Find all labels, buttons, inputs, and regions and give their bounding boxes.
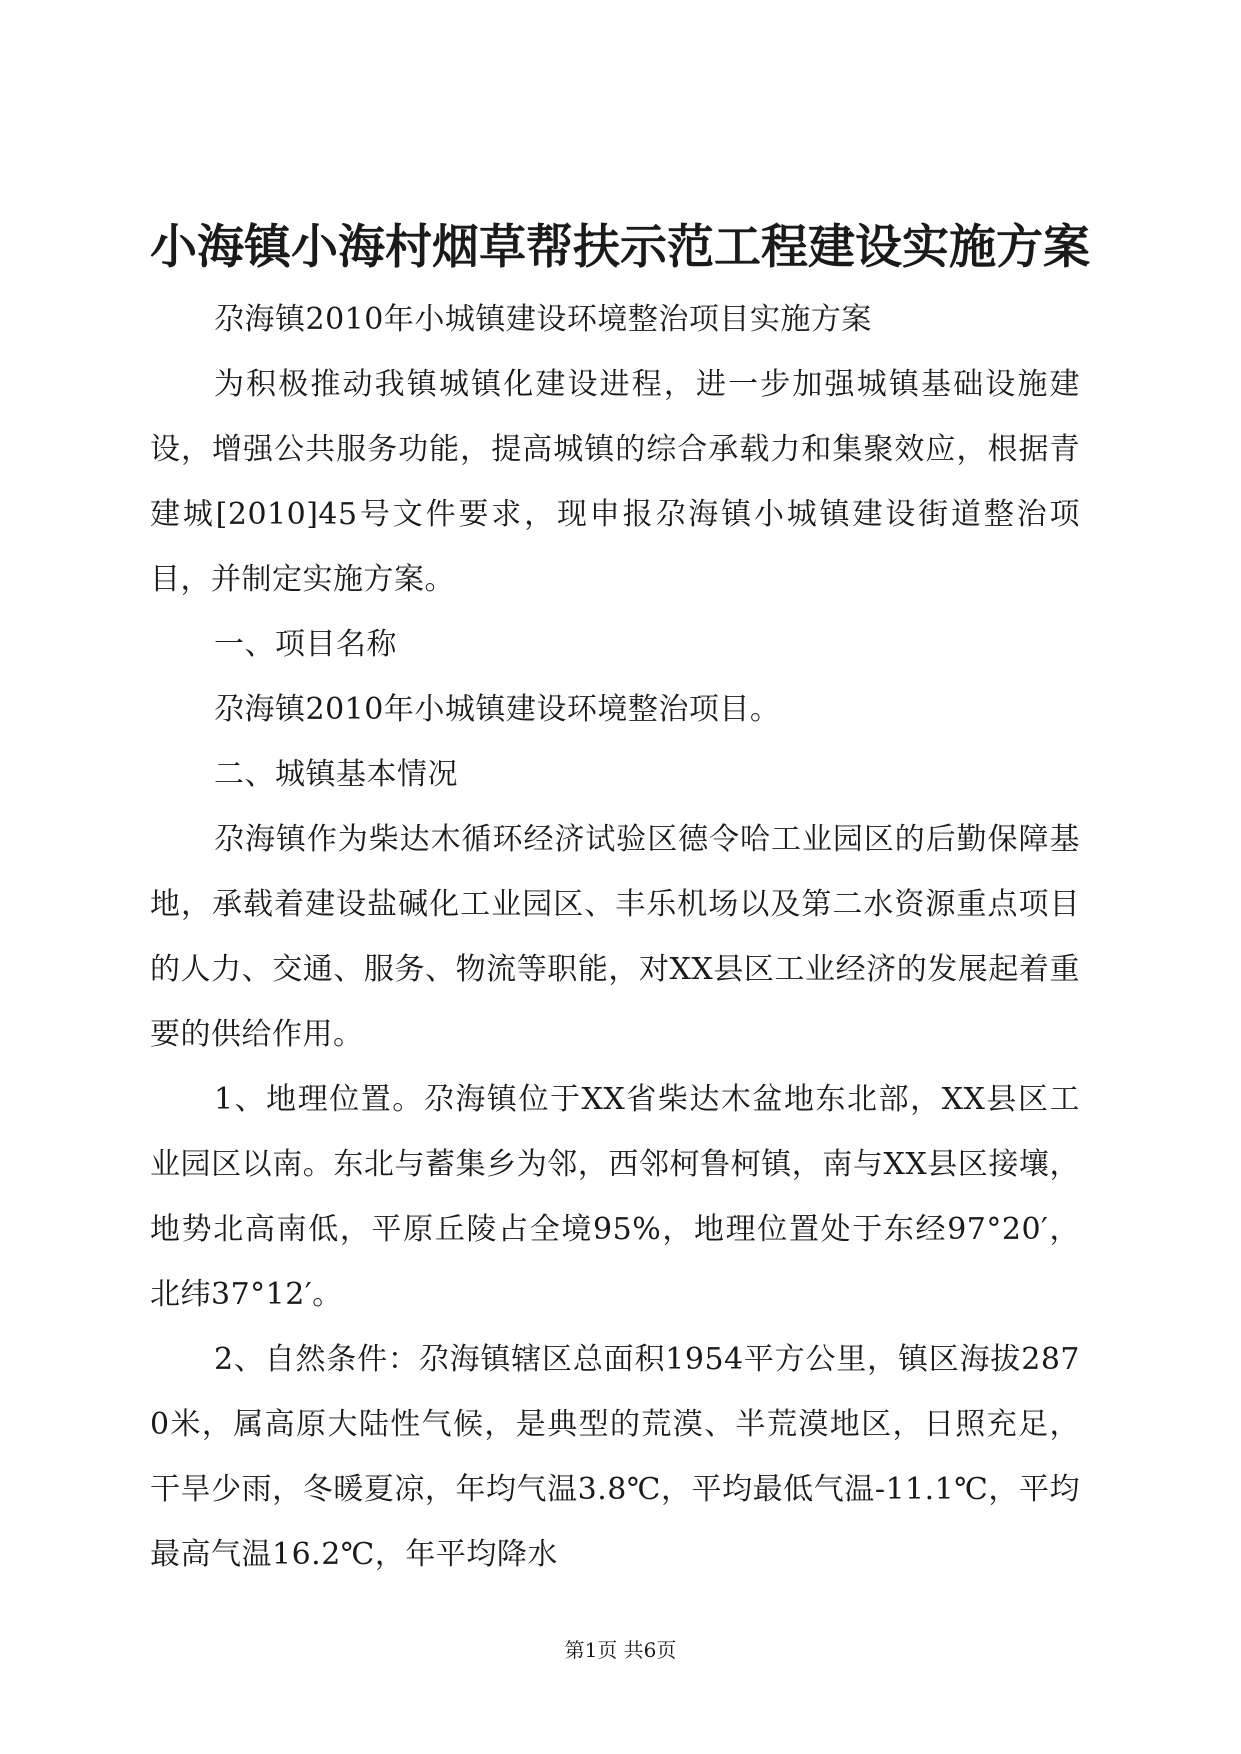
geography-paragraph: 1、地理位置。尕海镇位于XX省柴达木盆地东北部，XX县区工业园区以南。东北与蓄集乡为邻，西邻柯鲁柯镇，南与XX县区接壤，地势北高南低，平原丘陵占全境95%，地理位置处于东经97°20′，北纬37°12′。 (150, 1082, 1080, 1312)
intro-paragraph: 为积极推动我镇城镇化建设进程，进一步加强城镇基础设施建设，增强公共服务功能，提高城镇的综合承载力和集聚效应，根据青建城[2010]45号文件要求，现申报尕海镇小城镇建设街道整治项目，并制定实施方案。 (150, 367, 1080, 597)
document-title: 小海镇小海村烟草帮扶示范工程建设实施方案 (150, 220, 1090, 275)
section-heading-town-situation: 二、城镇基本情况 (214, 757, 458, 792)
page-number-footer: 第1页 共6页 (564, 1638, 677, 1662)
subtitle-paragraph: 尕海镇2010年小城镇建设环境整治项目实施方案 (214, 302, 872, 337)
document-body (150, 287, 1080, 1587)
town-situation-paragraph: 尕海镇作为柴达木循环经济试验区德令哈工业园区的后勤保障基地，承载着建设盐碱化工业园区、丰乐机场以及第二水资源重点项目的人力、交通、服务、物流等职能，对XX县区工业经济的发展起着重要的供给作用。 (150, 822, 1080, 1052)
section-heading-project-name: 一、项目名称 (214, 627, 397, 662)
project-name-paragraph: 尕海镇2010年小城镇建设环境整治项目。 (214, 692, 781, 727)
natural-conditions-paragraph: 2、自然条件：尕海镇辖区总面积1954平方公里，镇区海拔2870米，属高原大陆性气候，是典型的荒漠、半荒漠地区，日照充足，干旱少雨，冬暖夏凉，年均气温3.8℃，平均最低气温-11.1℃，平均最高气温16.2℃，年平均降水 (150, 1342, 1080, 1572)
